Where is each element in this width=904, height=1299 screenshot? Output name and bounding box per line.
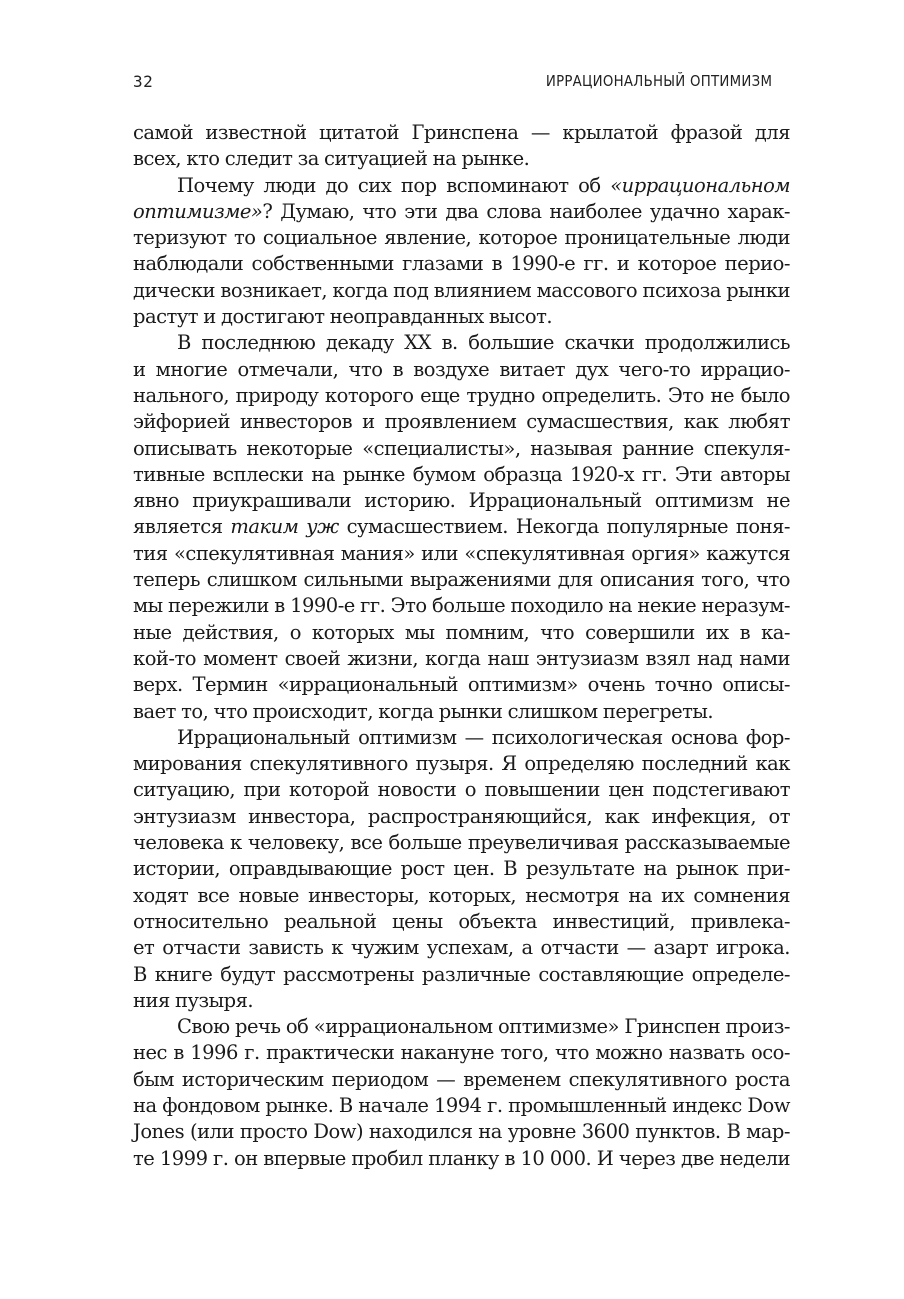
text-line: дически возникает, когда под влиянием массового психоза рынки [133, 278, 790, 302]
text-line: верх. Термин «иррациональный оптимизм» очень точно описы- [133, 673, 790, 697]
text-line: Jones (или просто Dow) находился на уровне 3600 пунктов. В мар- [133, 1120, 790, 1144]
text-line: В последнюю декаду XX в. большие скачки продолжились [177, 331, 790, 355]
text-line: Свою речь об «иррациональном оптимизме» Гринспен произ- [177, 1015, 790, 1039]
italic-run: оптимизме» [133, 199, 263, 223]
text-line [133, 173, 790, 199]
text-line: кой-то момент своей жизни, когда наш энтузиазм взял над нами [133, 646, 790, 670]
text-line: описывать некоторые «специалисты», называя ранние спекуля- [133, 436, 790, 460]
text-line: тивные всплески на рынке бумом образца 1920-х гг. Эти авторы [133, 462, 790, 486]
running-head: ИРРАЦИОНАЛЬНЫЙ ОПТИМИЗМ [545, 72, 772, 90]
text-line: на фондовом рынке. В начале 1994 г. промышленный индекс Dow [133, 1093, 790, 1117]
text-line: мирования спекулятивного пузыря. Я определяю последний как [133, 752, 790, 776]
italic-run: «иррациональном [610, 173, 790, 197]
text-line: мы пережили в 1990-е гг. Это больше походило на некие неразум- [133, 594, 790, 618]
text-line: энтузиазм инвестора, распространяющийся, как инфекция, от [133, 804, 790, 828]
text-line: ет отчасти зависть к чужим успехам, а отчасти — азарт игрока. [133, 936, 790, 960]
text-run: сумасшествием. Некогда популярные поня- [338, 515, 791, 539]
text-line: и многие отмечали, что в воздухе витает дух чего-то иррацио- [133, 357, 790, 381]
text-run: является [133, 515, 231, 539]
text-line: ния пузыря. [133, 988, 254, 1012]
text-line: нес в 1996 г. практически накануне того, что можно назвать осо- [133, 1041, 790, 1065]
text-line: теризуют то социальное явление, которое проницательные люди [133, 226, 790, 250]
text-line: вает то, что происходит, когда рынки слишком перегреты. [133, 699, 714, 723]
text-run: Почему люди до сих пор вспоминают об [177, 173, 611, 197]
text-line: тия «спекулятивная мания» или «спекулятивная оргия» кажутся [133, 541, 790, 565]
page-number: 32 [133, 72, 154, 91]
text-line [133, 199, 790, 225]
text-line: ситуацию, при которой новости о повышении цен подстегивают [133, 778, 790, 802]
text-line: эйфорией инвесторов и проявлением сумасшествия, как любят [133, 410, 790, 434]
text-line: те 1999 г. он впервые пробил планку в 10 000. И через две недели [133, 1146, 790, 1170]
text-line: самой известной цитатой Гринспена — крылатой фразой для [133, 121, 790, 144]
text-line: растут и достигают неоправданных высот. [133, 305, 553, 329]
text-line: всех, кто следит за ситуацией на рынке. [133, 147, 530, 171]
text-line: явно приукрашивали историю. Иррациональный оптимизм не [133, 489, 790, 513]
text-line: человека к человеку, все больше преувеличивая рассказываемые [133, 831, 790, 855]
text-line: истории, оправдывающие рост цен. В результате на рынок при- [133, 857, 790, 881]
text-line: наблюдали собственными глазами в 1990-е гг. и которое перио- [133, 252, 790, 276]
text-line: ходят все новые инвесторы, которых, несмотря на их сомнения [133, 883, 790, 907]
text-line: ные действия, о которых мы помним, что совершили их в ка- [133, 620, 790, 644]
text-line: относительно реальной цены объекта инвестиций, привлека- [133, 909, 790, 933]
text-line: нального, природу которого еще трудно определить. Это не было [133, 383, 790, 407]
text-line: В книге будут рассмотрены различные составляющие определе- [133, 962, 790, 986]
italic-run: таким уж [230, 515, 339, 539]
text-line: теперь слишком сильными выражениями для описания того, что [133, 568, 790, 592]
body-text [133, 120, 790, 1172]
text-run: ? Думаю, что эти два слова наиболее удачно харак- [262, 199, 790, 223]
text-line: бым историческим периодом — временем спекулятивного роста [133, 1067, 790, 1091]
text-line: Иррациональный оптимизм — психологическая основа фор- [177, 725, 790, 749]
text-line [133, 514, 790, 540]
